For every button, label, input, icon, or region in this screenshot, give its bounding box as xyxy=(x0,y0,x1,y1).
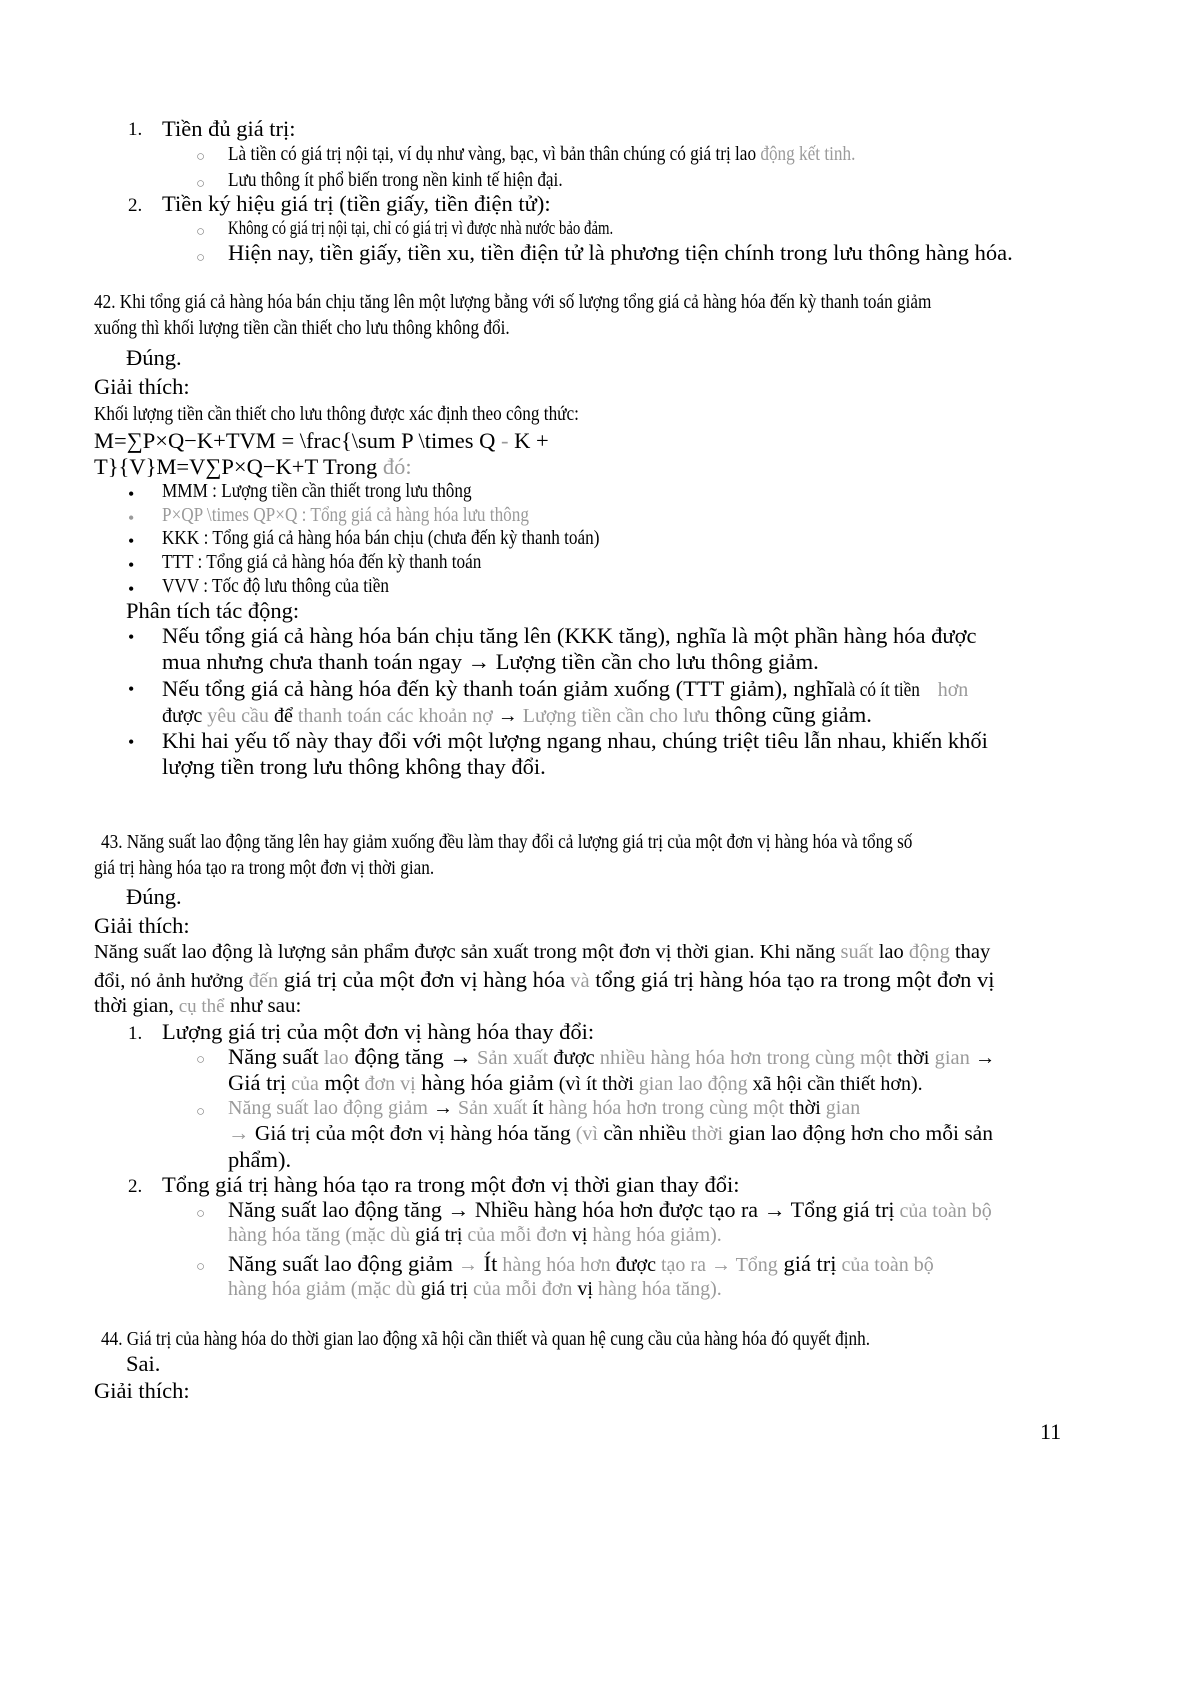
answer-label: Đúng. xyxy=(126,345,182,370)
case-increase: Năng suất lao động tăng → Sản xuất được nhiều hàng hóa hơn trong cùng một thời gian → xyxy=(228,1044,996,1069)
explanation-heading: Giải thích: xyxy=(94,1378,190,1403)
answer-label: Đúng. xyxy=(126,884,182,909)
question-43-text: 43. Năng suất lao động tăng lên hay giảm xuống đều làm thay đổi cả lượng giá trị của một đơn vị hàng hóa và tổng số xyxy=(101,831,913,853)
list-number-2: 2. xyxy=(128,1176,143,1197)
bullet-icon: • xyxy=(128,627,135,647)
case-decrease: Năng suất lao động giảm → Sản xuất ít hàng hóa hơn trong cùng một thời gian xyxy=(228,1097,861,1119)
variable-m: MMM : Lượng tiền cần thiết trong lưu thông xyxy=(162,480,472,502)
circle-bullet-icon: ○ xyxy=(196,1104,206,1120)
case-total-decrease-cont: hàng hóa giảm (mặc dù giá trị của mỗi đơn vị hàng hóa tăng). xyxy=(228,1278,722,1300)
page-number: 11 xyxy=(1040,1419,1062,1444)
case-decrease-cont: phẩm). xyxy=(228,1147,292,1172)
bullet-icon: • xyxy=(128,679,135,699)
case-total-increase: Năng suất lao động tăng → Nhiều hàng hóa hơn được tạo ra → Tổng giá trị của toàn bộ xyxy=(228,1197,992,1222)
explanation-paragraph-cont: đổi, nó ảnh hưởng đến giá trị của một đơn vị hàng hóa và tổng giá trị hàng hóa tạo ra trong một đơn vị xyxy=(94,967,995,992)
analysis-item-3-cont: lượng tiền trong lưu thông không thay đổi. xyxy=(162,754,546,779)
bullet-text: Hiện nay, tiền giấy, tiền xu, tiền điện tử là phương tiện chính trong lưu thông hàng hóa. xyxy=(228,240,1013,265)
case-total-increase-cont: hàng hóa tăng (mặc dù giá trị của mỗi đơn vị hàng hóa giảm). xyxy=(228,1224,722,1246)
heading-unit-value-change: Lượng giá trị của một đơn vị hàng hóa thay đổi: xyxy=(162,1019,595,1044)
bullet-icon: • xyxy=(128,484,135,504)
list-number-1: 1. xyxy=(128,1023,143,1044)
variable-t: TTT : Tổng giá cả hàng hóa đến kỳ thanh toán xyxy=(162,551,482,573)
explanation-heading: Giải thích: xyxy=(94,913,190,938)
circle-bullet-icon: ○ xyxy=(196,1052,206,1068)
circle-bullet-icon: ○ xyxy=(196,250,206,266)
circle-bullet-icon: ○ xyxy=(196,1259,206,1275)
explanation-paragraph: Năng suất lao động là lượng sản phẩm được sản xuất trong một đơn vị thời gian. Khi năng suất lao động thay xyxy=(94,941,991,963)
bullet-icon: • xyxy=(128,555,135,575)
bullet-text: Lưu thông ít phổ biến trong nền kinh tế hiện đại. xyxy=(228,169,563,191)
circle-bullet-icon: ○ xyxy=(196,224,206,240)
bullet-icon: • xyxy=(128,531,135,551)
analysis-item-1-cont: mua nhưng chưa thanh toán ngay → Lượng tiền cần cho lưu thông giảm. xyxy=(162,649,819,674)
variable-pq: P×QP \times QP×Q : Tổng giá cả hàng hóa lưu thông xyxy=(162,504,529,526)
heading-full-value-money: Tiền đủ giá trị: xyxy=(162,116,296,141)
analysis-item-1: Nếu tổng giá cả hàng hóa bán chịu tăng lên (KKK tăng), nghĩa là một phần hàng hóa được xyxy=(162,623,977,648)
explanation-paragraph-cont: thời gian, cụ thể như sau: xyxy=(94,993,302,1017)
formula-line-1: M=∑P×Q−K+TVM = \frac{\sum P \times Q - K + xyxy=(94,428,549,453)
analysis-item-2-cont: được yêu cầu để thanh toán các khoản nợ → Lượng tiền cần cho lưu thông cũng giảm. xyxy=(162,702,872,727)
question-42-text-cont: xuống thì khối lượng tiền cần thiết cho lưu thông không đổi. xyxy=(94,317,510,339)
bullet-text: Là tiền có giá trị nội tại, ví dụ như vàng, bạc, vì bản thân chúng có giá trị lao động kết tinh. xyxy=(228,143,856,165)
bullet-icon: • xyxy=(128,579,135,599)
explanation-heading: Giải thích: xyxy=(94,374,190,399)
analysis-item-2: Nếu tổng giá cả hàng hóa đến kỳ thanh toán giảm xuống (TTT giảm), nghĩalà có ít tiền hơn xyxy=(162,676,969,701)
formula-intro: Khối lượng tiền cần thiết cho lưu thông được xác định theo công thức: xyxy=(94,403,579,425)
heading-total-value-change: Tổng giá trị hàng hóa tạo ra trong một đơn vị thời gian thay đổi: xyxy=(162,1172,740,1197)
list-number-2: 2. xyxy=(128,195,143,216)
answer-label: Sai. xyxy=(126,1351,161,1376)
case-decrease-cont: → Giá trị của một đơn vị hàng hóa tăng (vì cần nhiều thời gian lao động hơn cho mỗi sản xyxy=(228,1121,993,1145)
analysis-item-3: Khi hai yếu tố này thay đổi với một lượng ngang nhau, chúng triệt tiêu lẫn nhau, khiến khối xyxy=(162,728,988,753)
variable-v: VVV : Tốc độ lưu thông của tiền xyxy=(162,575,390,597)
formula-line-2: T}{V}M=V∑P×Q−K+T Trong đó: xyxy=(94,454,412,479)
circle-bullet-icon: ○ xyxy=(196,149,206,165)
question-43-text-cont: giá trị hàng hóa tạo ra trong một đơn vị thời gian. xyxy=(94,857,435,879)
case-total-decrease: Năng suất lao động giảm → Ít hàng hóa hơn được tạo ra → Tổng giá trị của toàn bộ xyxy=(228,1251,934,1276)
heading-token-money: Tiền ký hiệu giá trị (tiền giấy, tiền điện tử): xyxy=(162,191,551,216)
question-44-text: 44. Giá trị của hàng hóa do thời gian lao động xã hội cần thiết và quan hệ cung cầu của hàng hóa đó quyết định. xyxy=(101,1328,871,1350)
circle-bullet-icon: ○ xyxy=(196,176,206,192)
bullet-icon: • xyxy=(128,508,135,528)
case-increase-cont: Giá trị của một đơn vị hàng hóa giảm (vì ít thời gian lao động xã hội cần thiết hơn). xyxy=(228,1070,923,1095)
question-42-text: 42. Khi tổng giá cả hàng hóa bán chịu tăng lên một lượng bằng với số lượng tổng giá cả hàng hóa đến kỳ thanh toán giảm xyxy=(94,291,932,313)
analysis-heading: Phân tích tác động: xyxy=(126,598,300,623)
bullet-text: Không có giá trị nội tại, chỉ có giá trị vì được nhà nước bảo đảm. xyxy=(228,218,614,239)
variable-k: KKK : Tổng giá cả hàng hóa bán chịu (chưa đến kỳ thanh toán) xyxy=(162,527,600,549)
circle-bullet-icon: ○ xyxy=(196,1206,206,1222)
list-number-1: 1. xyxy=(128,119,143,140)
bullet-icon: • xyxy=(128,732,135,752)
